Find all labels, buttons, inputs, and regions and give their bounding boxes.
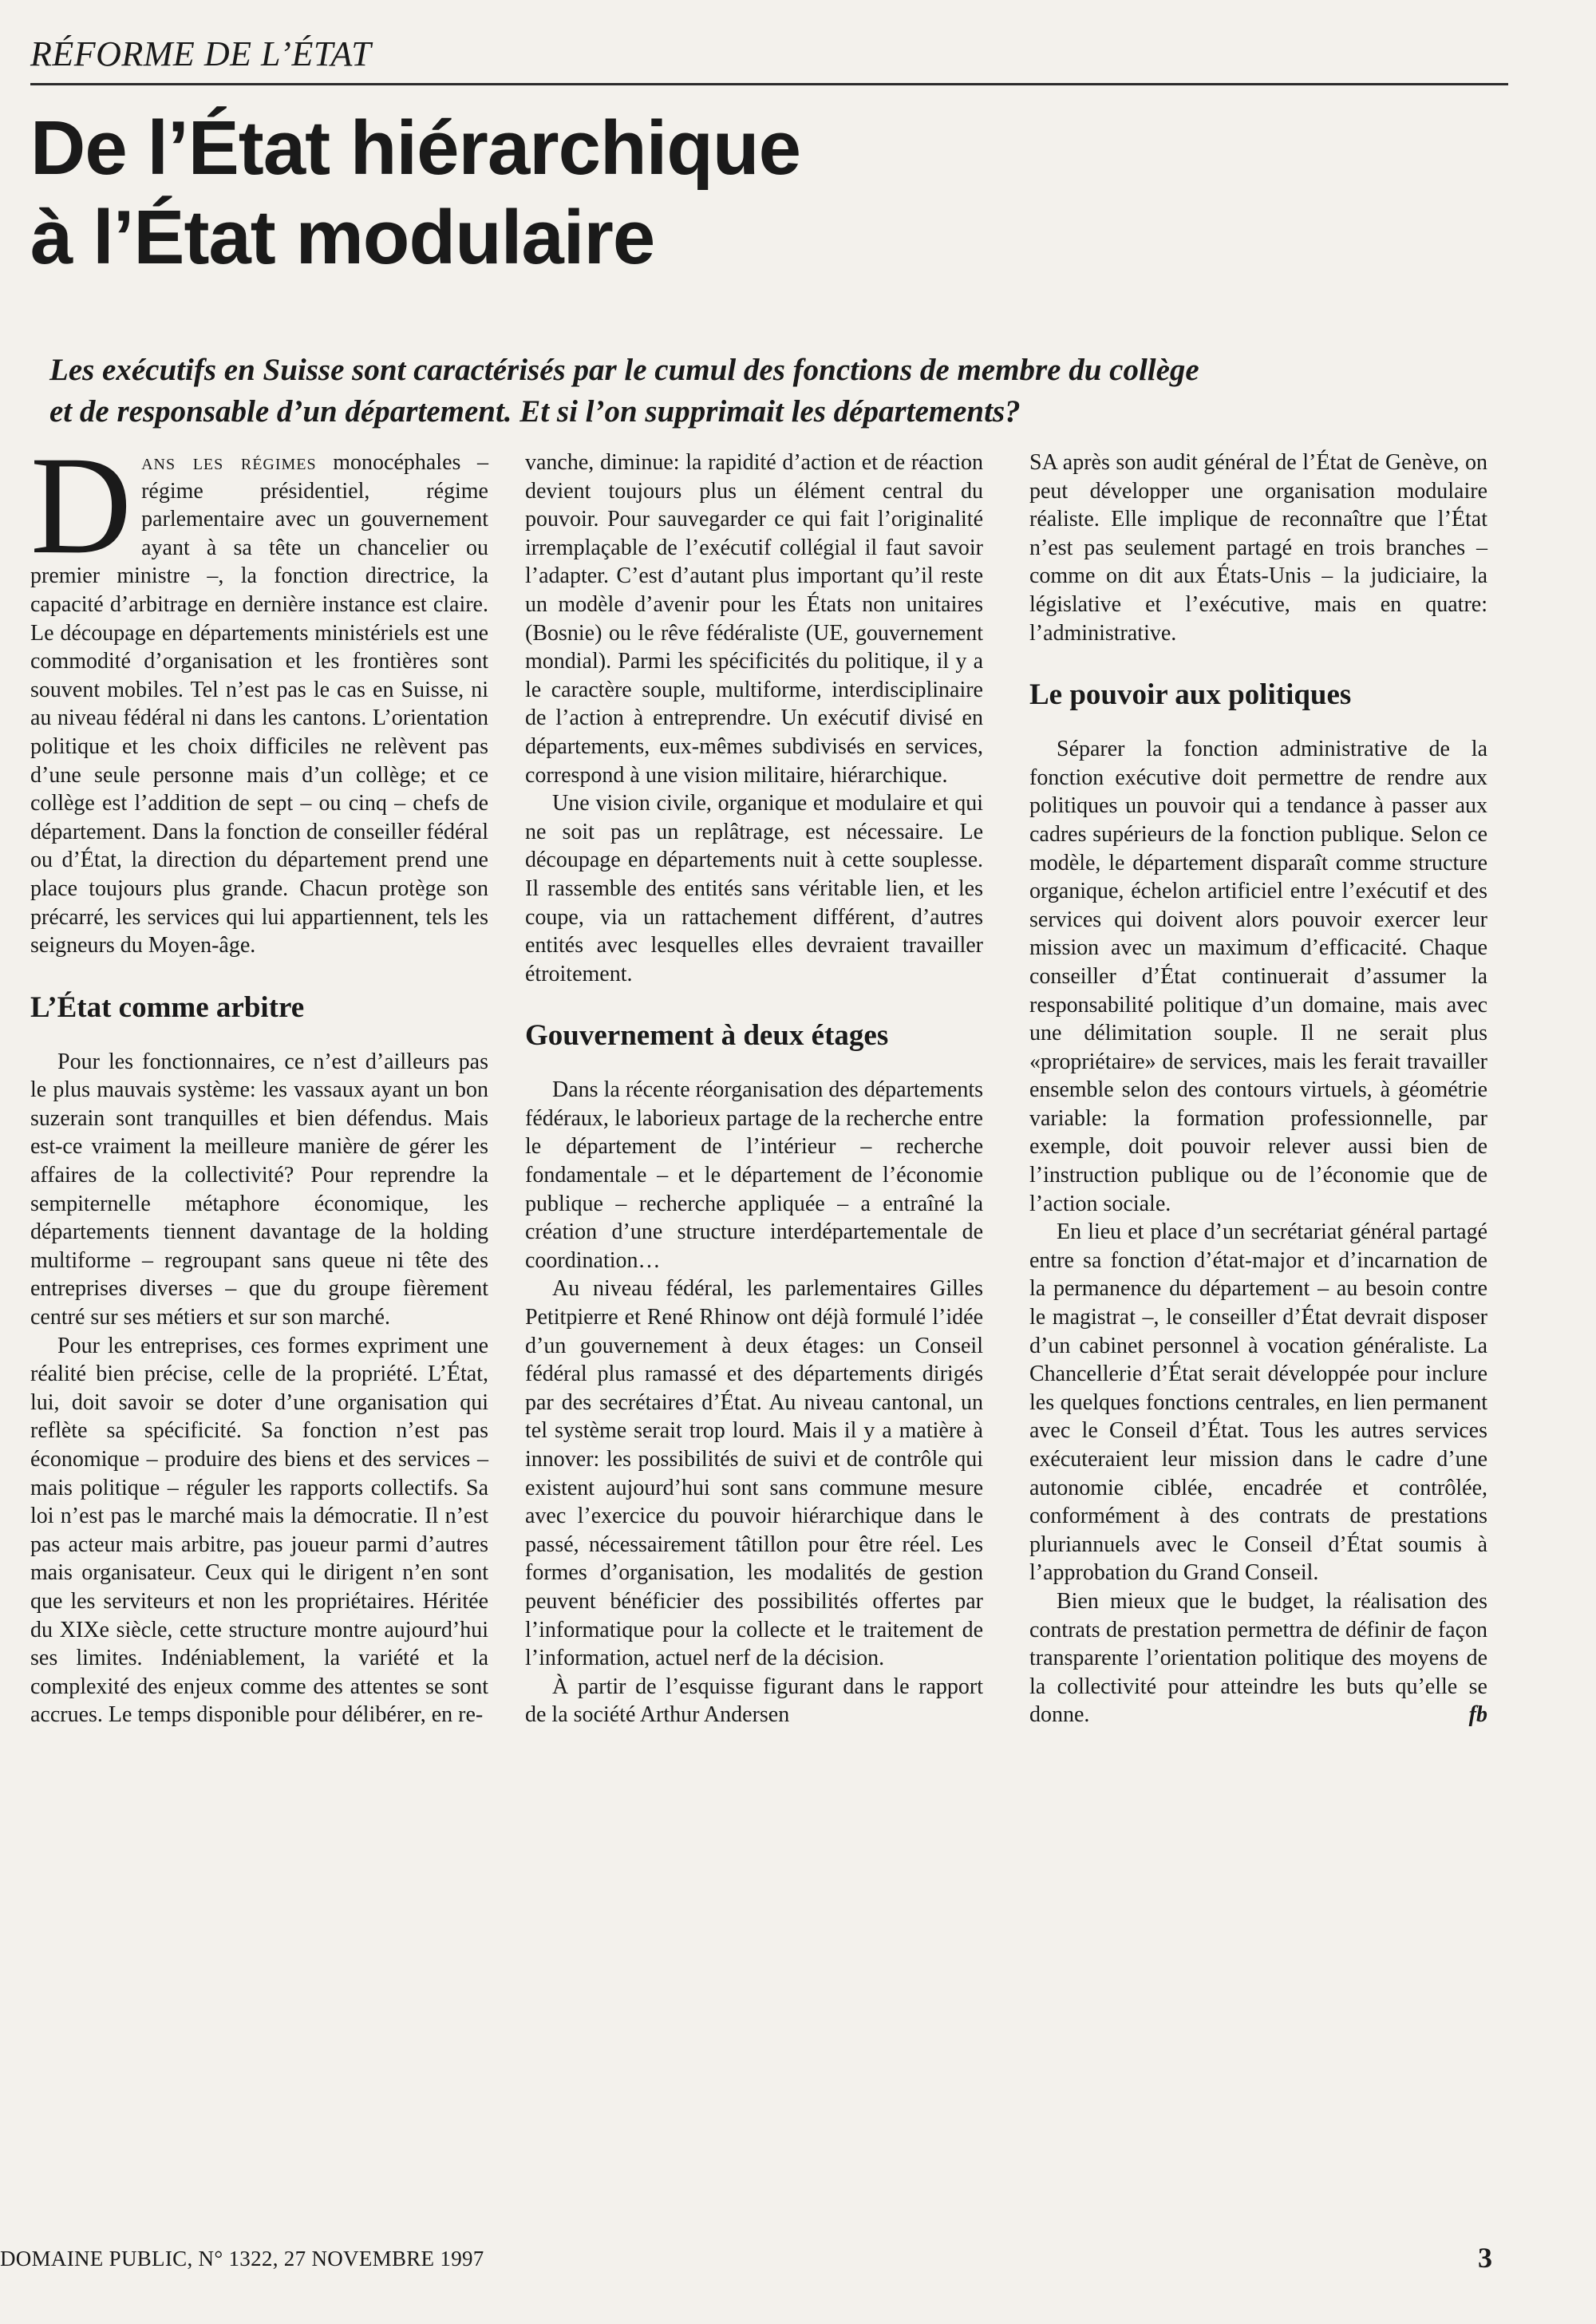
paragraph: Une vision civile, organique et modulaire et qui ne soit pas un replâtrage, est nécessaire. Le découpage en départements nuit à cette souplesse. Il rassemble des entités sans véritable lien, et les coupe, via un rattachement différent, d’autres entités avec lesquelles elles devraient travailler étroitement. (525, 791, 983, 986)
page-number: 3 (1478, 2242, 1492, 2274)
paragraph: Dans la récente réorganisation des départements fédéraux, le laborieux partage de la recherche entre le département de l’intérieur – recherche fondamentale – et le département de l’économie publique – recherche appliquée – a entraîné la création d’une structure interdépartementale de coordination… (525, 1077, 983, 1273)
title-line-1: De l’État hiérarchique (30, 105, 800, 191)
paragraph: SA après son audit général de l’État de Genève, on peut développer une organisation modulaire réaliste. Elle implique de reconnaître que l’État n’est pas seulement partagé en trois branches – comme on dit aux États-Unis – la judiciaire, la législative et l’exécutive, mais en quatre: l’administrative. (1029, 450, 1487, 646)
lede-line-2: et de responsable d’un département. Et si l’on supprimait les départements? (49, 394, 1021, 429)
column-2 (525, 449, 983, 1729)
paragraph: Au niveau fédéral, les parlementaires Gilles Petitpierre et René Rhinow ont déjà formulé l’idée d’un gouvernement à deux étages: un Conseil fédéral plus ramassé et des départements dirigés par des secrétaires d’État. Au niveau cantonal, un tel système serait trop lourd. Mais il y a matière à innover: les possibilités de suivi et de contrôle qui existent aujourd’hui sont sans commune mesure avec l’exercice du pouvoir hiérarchique dans le passé, nécessairement tâtillon pour être réel. Les formes d’organisation, les modalités de gestion peuvent bénéficier des possibilités offertes par l’informatique pour la collecte et le traitement de l’information, actuel nerf de la décision. (525, 1276, 983, 1671)
paragraph (30, 428, 488, 960)
title-line-2: à l’État modulaire (30, 195, 655, 280)
subheading-pouvoir: Le pouvoir aux politiques (1029, 678, 1352, 712)
paragraph-text: Bien mieux que le budget, la réalisation des contrats de prestation permettra de définir de façon transparente l’orientation politique des moyens de la collectivité pour atteindre les buts qu’elle se donne. (1029, 1588, 1487, 1728)
paragraph: Pour les entreprises, ces formes expriment une réalité bien précise, celle de la propriété. L’État, lui, doit savoir se doter d’une organisation qui reflète sa spécificité. Sa fonction n’est pas économique – produire des biens et des services – mais politique – réguler les rapports collectifs. Sa loi n’est pas le marché mais la démocratie. Il n’est pas acteur mais arbitre, pas joueur parmi d’autres mais organisateur. Ceux qui le dirigent n’en sont que les serviteurs et non les propriétaires. Héritée du XIXe siècle, cette structure montre aujourd’hui ses limites. Indéniablement, la variété et la complexité des enjeux comme des attentes se sont accrues. Le temps disponible pour délibérer, en re- (30, 1333, 488, 1728)
paragraph-text: monocéphales – régime présidentiel, régime parlementaire avec un gouvernement ayant à sa tête un chancelier ou premier ministre –, la fonction directrice, la capacité d’arbitrage en dernière instance est claire. Le découpage en départements ministériels est une commodité d’organisation et les frontières sont souvent mobiles. Tel n’est pas le cas en Suisse, ni au niveau fédéral ni dans les cantons. L’orientation politique et les choix difficiles ne relèvent pas d’une seule personne mais d’un collège; et ce collège est l’addition de sept – ou cinq – chefs de département. Dans la fonction de conseiller fédéral ou d’État, la direction du département prend une place toujours plus grande. Chacun protège son précarré, les services qui lui appartiennent, tels les seigneurs du Moyen-âge. (30, 450, 488, 958)
column-1 (30, 428, 488, 1729)
publication-footer: DOMAINE PUBLIC, N° 1322, 27 NOVEMBRE 1997 (0, 2247, 484, 2271)
paragraph: En lieu et place d’un secrétariat général partagé entre sa fonction d’état-major et d’incarnation de la permanence du département – au besoin contre le magistrat –, le conseiller d’État devrait disposer d’un cabinet personnel à vocation généraliste. La Chancellerie d’État serait développée pour inclure les quelques fonctions centrales, en lien permanent avec le Conseil d’État. Tous les autres services exécuteraient leur mission dans le cadre d’une autonomie ciblée, encadrée et contrôlée, conformément à des contrats de prestations pluriannuels avec le Conseil d’État soumis à l’approbation du Grand Conseil. (1029, 1219, 1487, 1586)
subheading-etat-arbitre: L’État comme arbitre (30, 990, 305, 1024)
header-rule (30, 83, 1508, 85)
author-signature: fb (1468, 1702, 1487, 1728)
subheading-gouvernement: Gouvernement à deux étages (525, 1019, 889, 1053)
paragraph (1029, 1587, 1487, 1729)
article-lede (49, 350, 1510, 433)
paragraph: vanche, diminue: la rapidité d’action et de réaction devient toujours plus un élément central du pouvoir. Pour sauvegarder ce qui fait l’originalité irremplaçable de l’exécutif collégial il faut savoir l’adapter. C’est d’autant plus important qu’il reste un modèle d’avenir pour les États non unitaires (Bosnie) ou le rêve fédéraliste (UE, gouvernement mondial). Parmi les spécificités du politique, il y a le caractère souple, multiforme, interdisciplinaire de l’action à entreprendre. Un exécutif divisé en départements, eux-mêmes subdivisés en services, correspond à une vision militaire, hiérarchique. (525, 450, 983, 788)
article-title (30, 104, 1507, 283)
intro-smallcaps: ans les régimes (141, 450, 317, 475)
lede-line-1: Les exécutifs en Suisse sont caractérisés par le cumul des fonctions de membre du collège (49, 353, 1199, 387)
section-rubric: RÉFORME DE L’ÉTAT (30, 34, 372, 73)
paragraph: Pour les fonctionnaires, ce n’est d’ailleurs pas le plus mauvais système: les vassaux ayant un bon suzerain sont tranquilles et bien défendus. Mais est-ce vraiment la meilleure manière de gérer les affaires de la collectivité? Pour reprendre la sempiternelle métaphore économique, les départements tiennent davantage de la holding multiforme – regroupant sans queue ni tête des entreprises diverses – que du groupe fièrement centré sur ses métiers et sur son marché. (30, 1049, 488, 1330)
drop-cap: D (30, 428, 132, 583)
paragraph: À partir de l’esquisse figurant dans le rapport de la société Arthur Andersen (525, 1674, 983, 1728)
paragraph: Séparer la fonction administrative de la fonction exécutive doit permettre de rendre aux politiques un pouvoir qui a tendance à passer aux cadres supérieurs de la fonction publique. Selon ce modèle, le département disparaît comme structure organique, échelon artificiel entre l’exécutif et des services qui doivent alors pouvoir exercer leur mission avec un maximum d’efficacité. Chaque conseiller d’État continuerait d’assumer la responsabilité politique d’un domaine, mais avec une délimitation souple. Il ne serait plus «propriétaire» de services, mais les ferait travailler ensemble selon des contours virtuels, à géométrie variable: la formation professionnelle, par exemple, doit pouvoir relever aussi bien de l’instruction publique ou de l’économie que de l’action sociale. (1029, 737, 1487, 1216)
column-3 (1029, 449, 1487, 1729)
